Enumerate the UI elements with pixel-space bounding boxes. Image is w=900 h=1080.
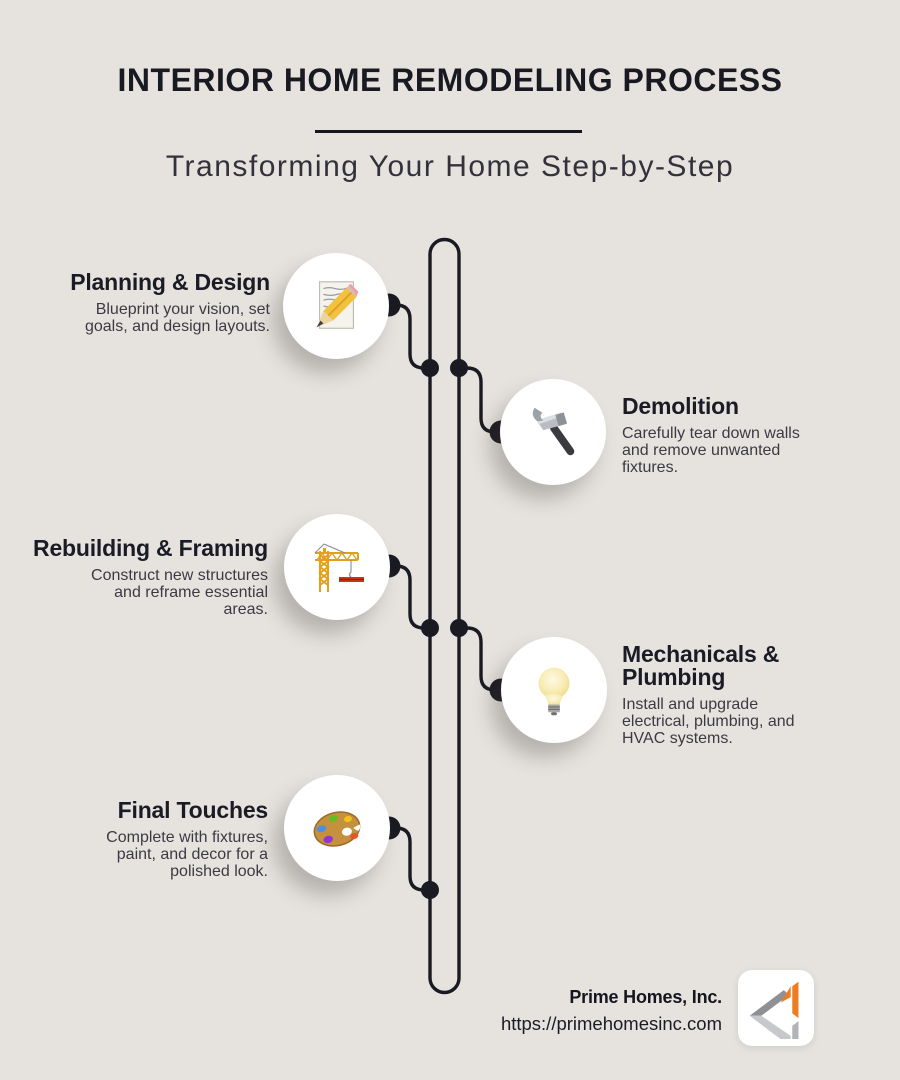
step-description: Construct new structures and reframe essential areas.	[91, 567, 268, 618]
step-description: Install and upgrade electrical, plumbing, and HVAC systems.	[622, 696, 795, 747]
step-planning-design	[30, 271, 270, 335]
step-mechanicals-plumbing	[622, 643, 872, 747]
hammer-icon	[522, 401, 584, 463]
connector-4	[459, 628, 501, 690]
memo-pencil-icon	[305, 275, 367, 337]
step-description: Carefully tear down walls and remove unwanted fixtures.	[622, 425, 800, 476]
step-rebuilding-framing	[28, 537, 268, 618]
capsule-track	[430, 239, 459, 992]
step-title: Planning & Design	[70, 269, 270, 295]
step-title: Final Touches	[117, 797, 268, 823]
prime-homes-logo-icon	[745, 977, 807, 1039]
crane-icon	[305, 535, 369, 599]
step-final-touches	[28, 799, 268, 880]
step-title: Demolition	[622, 393, 739, 419]
connector-1	[389, 305, 430, 368]
page-subtitle: Transforming Your Home Step-by-Step	[165, 150, 735, 183]
title-divider	[315, 130, 582, 133]
step-icon-badge	[501, 637, 607, 743]
timeline-dots	[378, 294, 513, 900]
footer	[501, 984, 722, 1038]
connector-3	[389, 566, 430, 628]
palette-icon	[305, 796, 369, 860]
page-title: INTERIOR HOME REMODELING PROCESS	[117, 62, 783, 98]
step-description: Blueprint your vision, set goals, and design layouts.	[84, 301, 270, 335]
step-icon-badge	[283, 253, 389, 359]
connector-2	[459, 368, 501, 432]
step-title: Mechanicals & Plumbing	[622, 641, 780, 690]
step-icon-badge	[284, 775, 390, 881]
step-icon-badge	[284, 514, 390, 620]
company-name: Prime Homes, Inc.	[569, 987, 722, 1007]
connector-5	[389, 828, 430, 890]
step-description: Complete with fixtures, paint, and decor for a polished look.	[106, 829, 268, 880]
step-title: Rebuilding & Framing	[33, 535, 268, 561]
step-icon-badge	[500, 379, 606, 485]
lightbulb-icon	[523, 659, 585, 721]
website-url[interactable]: https://primehomesinc.com	[500, 1013, 722, 1034]
company-logo	[738, 970, 814, 1046]
step-demolition	[622, 395, 872, 476]
